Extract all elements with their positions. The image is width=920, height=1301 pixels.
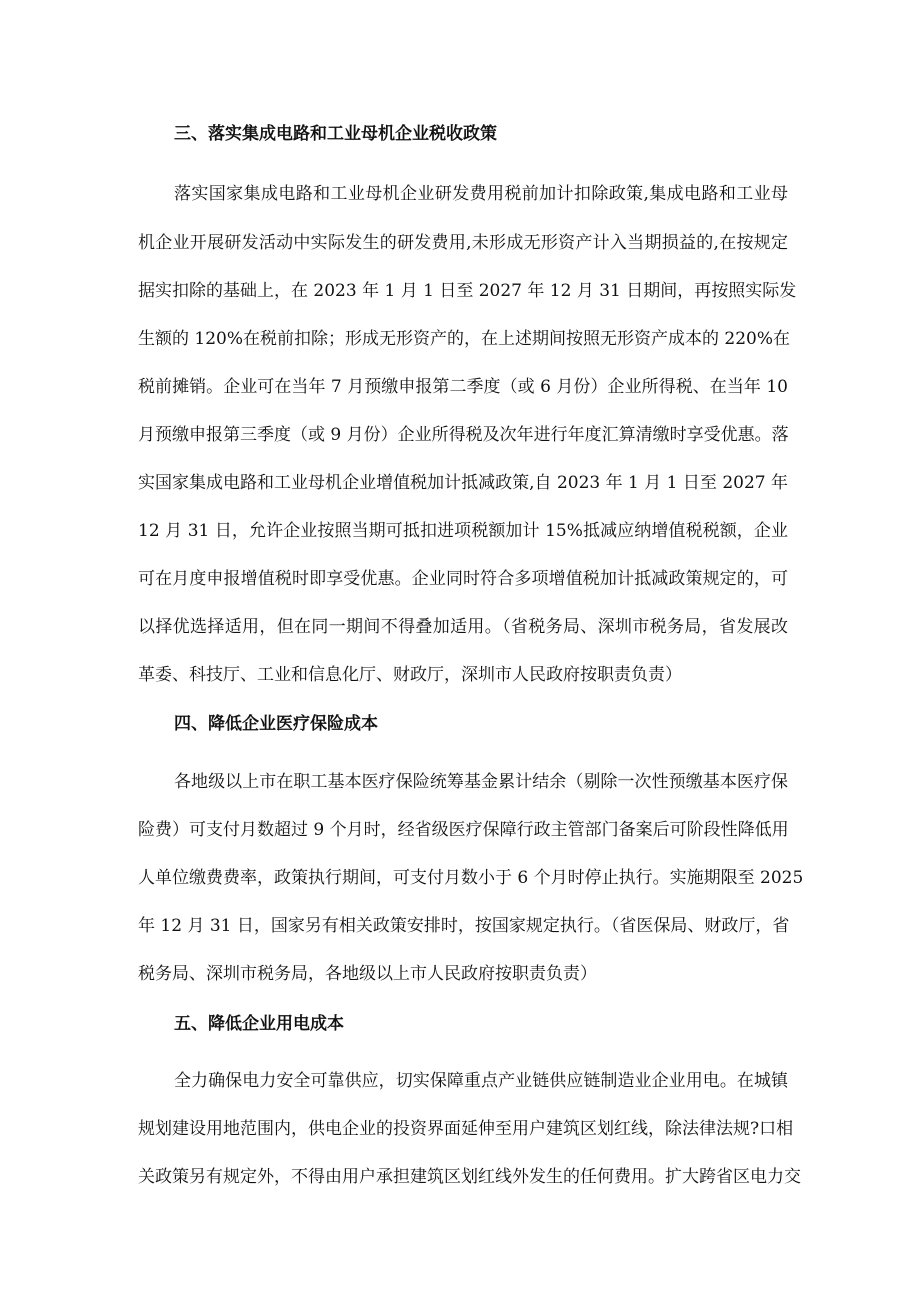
paragraph-line: 12 月 31 日，允许企业按照当期可抵扣进项税额加计 15%抵减应纳增值税税额，企业 <box>138 521 788 541</box>
paragraph-line: 年 12 月 31 日，国家另有相关政策安排时，按国家规定执行。（省医保局、财政厅，省 <box>138 916 790 936</box>
section-heading-3: 三、落实集成电路和工业母机企业税收政策 <box>174 124 497 144</box>
paragraph-line: 险费）可支付月数超过 9 个月时，经省级医疗保障行政主管部门备案后可阶段性降低用 <box>138 820 789 840</box>
section-heading-5: 五、降低企业用电成本 <box>174 1014 344 1034</box>
paragraph-line: 以择优选择适用，但在同一期间不得叠加适用。（省税务局、深圳市税务局，省发展改 <box>138 617 788 637</box>
paragraph-line: 可在月度申报增值税时即享受优惠。企业同时符合多项增值税加计抵减政策规定的，可 <box>138 569 788 589</box>
paragraph-line: 实国家集成电路和工业母机企业增值税加计抵减政策,自 2023 年 1 月 1 日至 2027 年 <box>138 473 788 493</box>
paragraph-line: 规划建设用地范围内，供电企业的投资界面延伸至用户建筑区划红线，除法律法规?口相 <box>138 1119 794 1139</box>
paragraph-line: 全力确保电力安全可靠供应，切实保障重点产业链供应链制造业企业用电。在城镇 <box>174 1071 788 1091</box>
paragraph-line: 关政策另有规定外，不得由用户承担建筑区划红线外发生的任何费用。扩大跨省区电力交 <box>138 1167 801 1187</box>
paragraph-line: 生额的 120%在税前扣除；形成无形资产的，在上述期间按照无形资产成本的 220%在 <box>138 329 791 349</box>
paragraph-line: 落实国家集成电路和工业母机企业研发费用税前加计扣除政策,集成电路和工业母 <box>174 184 788 204</box>
paragraph-line: 据实扣除的基础上，在 2023 年 1 月 1 日至 2027 年 12 月 31 日期间，再按照实际发 <box>138 281 797 301</box>
paragraph-line: 人单位缴费费率，政策执行期间，可支付月数小于 6 个月时停止执行。实施期限至 2025 <box>138 868 804 888</box>
paragraph-line: 月预缴申报第三季度（或 9 月份）企业所得税及次年进行年度汇算清缴时享受优惠。落 <box>138 425 789 445</box>
paragraph-line: 各地级以上市在职工基本医疗保险统筹基金累计结余（剔除一次性预缴基本医疗保 <box>174 772 788 792</box>
paragraph-line: 税前摊销。企业可在当年 7 月预缴申报第二季度（或 6 月份）企业所得税、在当年 10 <box>138 377 788 397</box>
paragraph-line: 税务局、深圳市税务局，各地级以上市人民政府按职责负责） <box>138 964 597 984</box>
paragraph-line: 机企业开展研发活动中实际发生的研发费用,未形成无形资产计入当期损益的,在按规定 <box>138 233 788 253</box>
section-heading-4: 四、降低企业医疗保险成本 <box>174 714 378 734</box>
paragraph-line: 革委、科技厅、工业和信息化厅、财政厅，深圳市人民政府按职责负责） <box>138 665 682 685</box>
